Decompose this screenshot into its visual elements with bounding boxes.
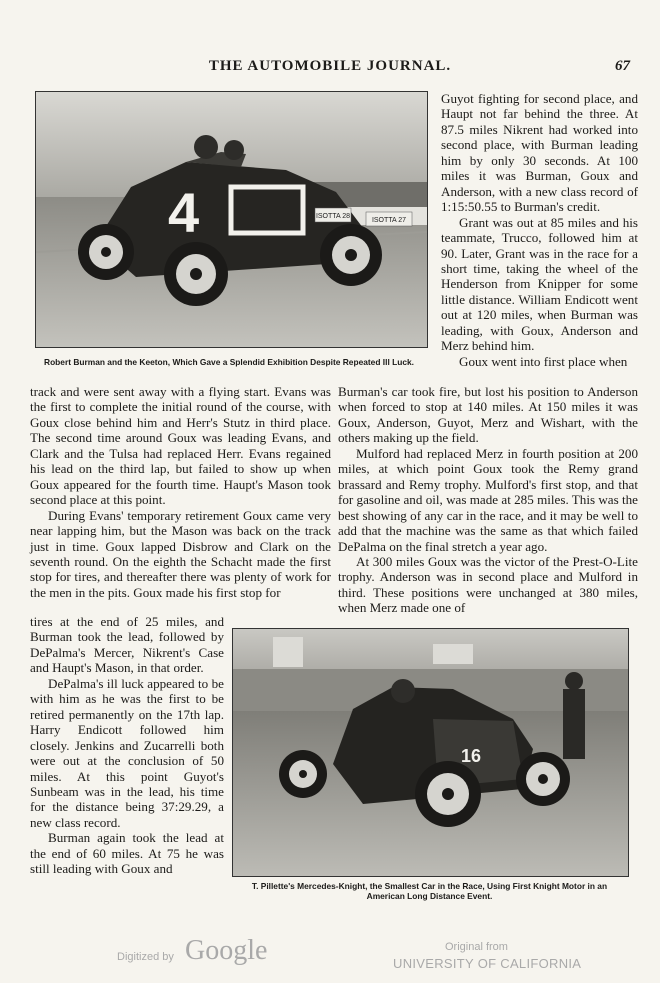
university-label: UNIVERSITY OF CALIFORNIA — [393, 956, 582, 971]
figure-pillette-caption: T. Pillette's Mercedes-Knight, the Smallest Car in the Race, Using First Knight Motor in an American Long Distance Event. — [251, 881, 608, 901]
race-car-illustration — [36, 92, 427, 347]
google-logo: Google — [185, 935, 268, 966]
paragraph: Goux went into first place when — [459, 353, 628, 369]
digitized-by-label: Digitized by — [117, 951, 174, 963]
paragraph: During Evans' temporary retirement Goux came very near lapping him, but the Mason was back on the track just in time. Goux lapped Disbrow and Clark on the seventh round. On the eighth the Schacht made the first stop for tires, and thereafter there was plenty of work for the men in the pits. Goux made his first stop for — [30, 507, 331, 600]
page-number: 67 — [615, 58, 630, 74]
car-number-label: 4 — [168, 181, 200, 244]
track-sign-right: ISOTTA 27 — [371, 217, 407, 224]
paragraph: Burman again took the lead at the end of 60 miles. At 75 he was still leading with Goux and — [30, 830, 224, 877]
right-top-column — [441, 91, 638, 369]
original-from-label: Original from — [445, 941, 508, 953]
paragraph: Guyot fighting for second place, and Haupt not far behind the three. At 87.5 miles Nikrent had worked into second place, with Burman leading him by only 30 seconds. At 100 miles it was Burman, Goux and Anderson, with a new class record of 1:15:50.55 to Burman's credit. — [441, 91, 638, 215]
paragraph: DePalma's ill luck appeared to be with him as he was the first to be retired permanently on the 17th lap. Harry Endicott followed him closely. Jenkins and Zucarrelli both were out at the conclusion of 50 miles. At this point Guyot's Sunbeam was in the lead, his time for the distance being 37:29.29, a new class record. — [30, 675, 224, 830]
left-column — [30, 384, 331, 600]
paragraph: track and were sent away with a flying start. Evans was the first to complete the initial round of the course, with Goux close behind him and Herr's Stutz in third place. The second time around Goux was leading Evans, and Clark and the Tulsa had replaced Herr. Evans regained his lead on the third lap, but failed to show up when Goux appeared for the fourth time. Haupt's Mason took second place at this point. — [30, 384, 331, 508]
left-narrow-column — [30, 614, 224, 877]
right-column — [338, 384, 638, 616]
paragraph: At 300 miles Goux was the victor of the Prest-O-Lite trophy. Anderson was in second place and Mulford in third. These positions were unchanged at 380 miles, when Merz made one of — [338, 553, 638, 616]
figure-burman-photo — [35, 91, 428, 348]
mercedes-knight-illustration — [233, 629, 628, 876]
paragraph: Burman's car took fire, but lost his position to Anderson when forced to stop at 140 miles. At 150 miles it was Goux, Anderson, Guyot, Merz and Wishart, with the others making up the field. — [338, 384, 638, 446]
running-header: THE AUTOMOBILE JOURNAL. — [208, 58, 452, 74]
track-sign-left: ISOTTA 28 — [315, 213, 351, 220]
paragraph: Mulford had replaced Merz in fourth position at 200 miles, at which point Goux took the Remy grand brassard and Remy trophy. Mulford's first stop, and that for gasoline and oil, was made at 285 miles. This was the best showing of any car in the race, and it may be well to add that the machine was the same as that which failed DePalma on the final stretch a year ago. — [338, 445, 638, 554]
figure-pillette-photo — [232, 628, 629, 877]
paragraph: Grant was out at 85 miles and his teammate, Trucco, followed him at 90. Later, Grant was in the race for a short time, taking the wheel of the Henderson from Knipper for some little distance. William Endicott went out at 120 miles, when Burman was leading, with Goux, Anderson and Merz behind him. — [441, 214, 638, 354]
paragraph: tires at the end of 25 miles, and Burman took the lead, followed by DePalma's Mercer, Nikrent's Case and Haupt's Mason, in that order. — [30, 614, 224, 676]
figure-burman-caption: Robert Burman and the Keeton, Which Gave a Splendid Exhibition Despite Repeated Ill Luck. — [44, 357, 414, 367]
car-number-label: 16 — [461, 746, 482, 766]
